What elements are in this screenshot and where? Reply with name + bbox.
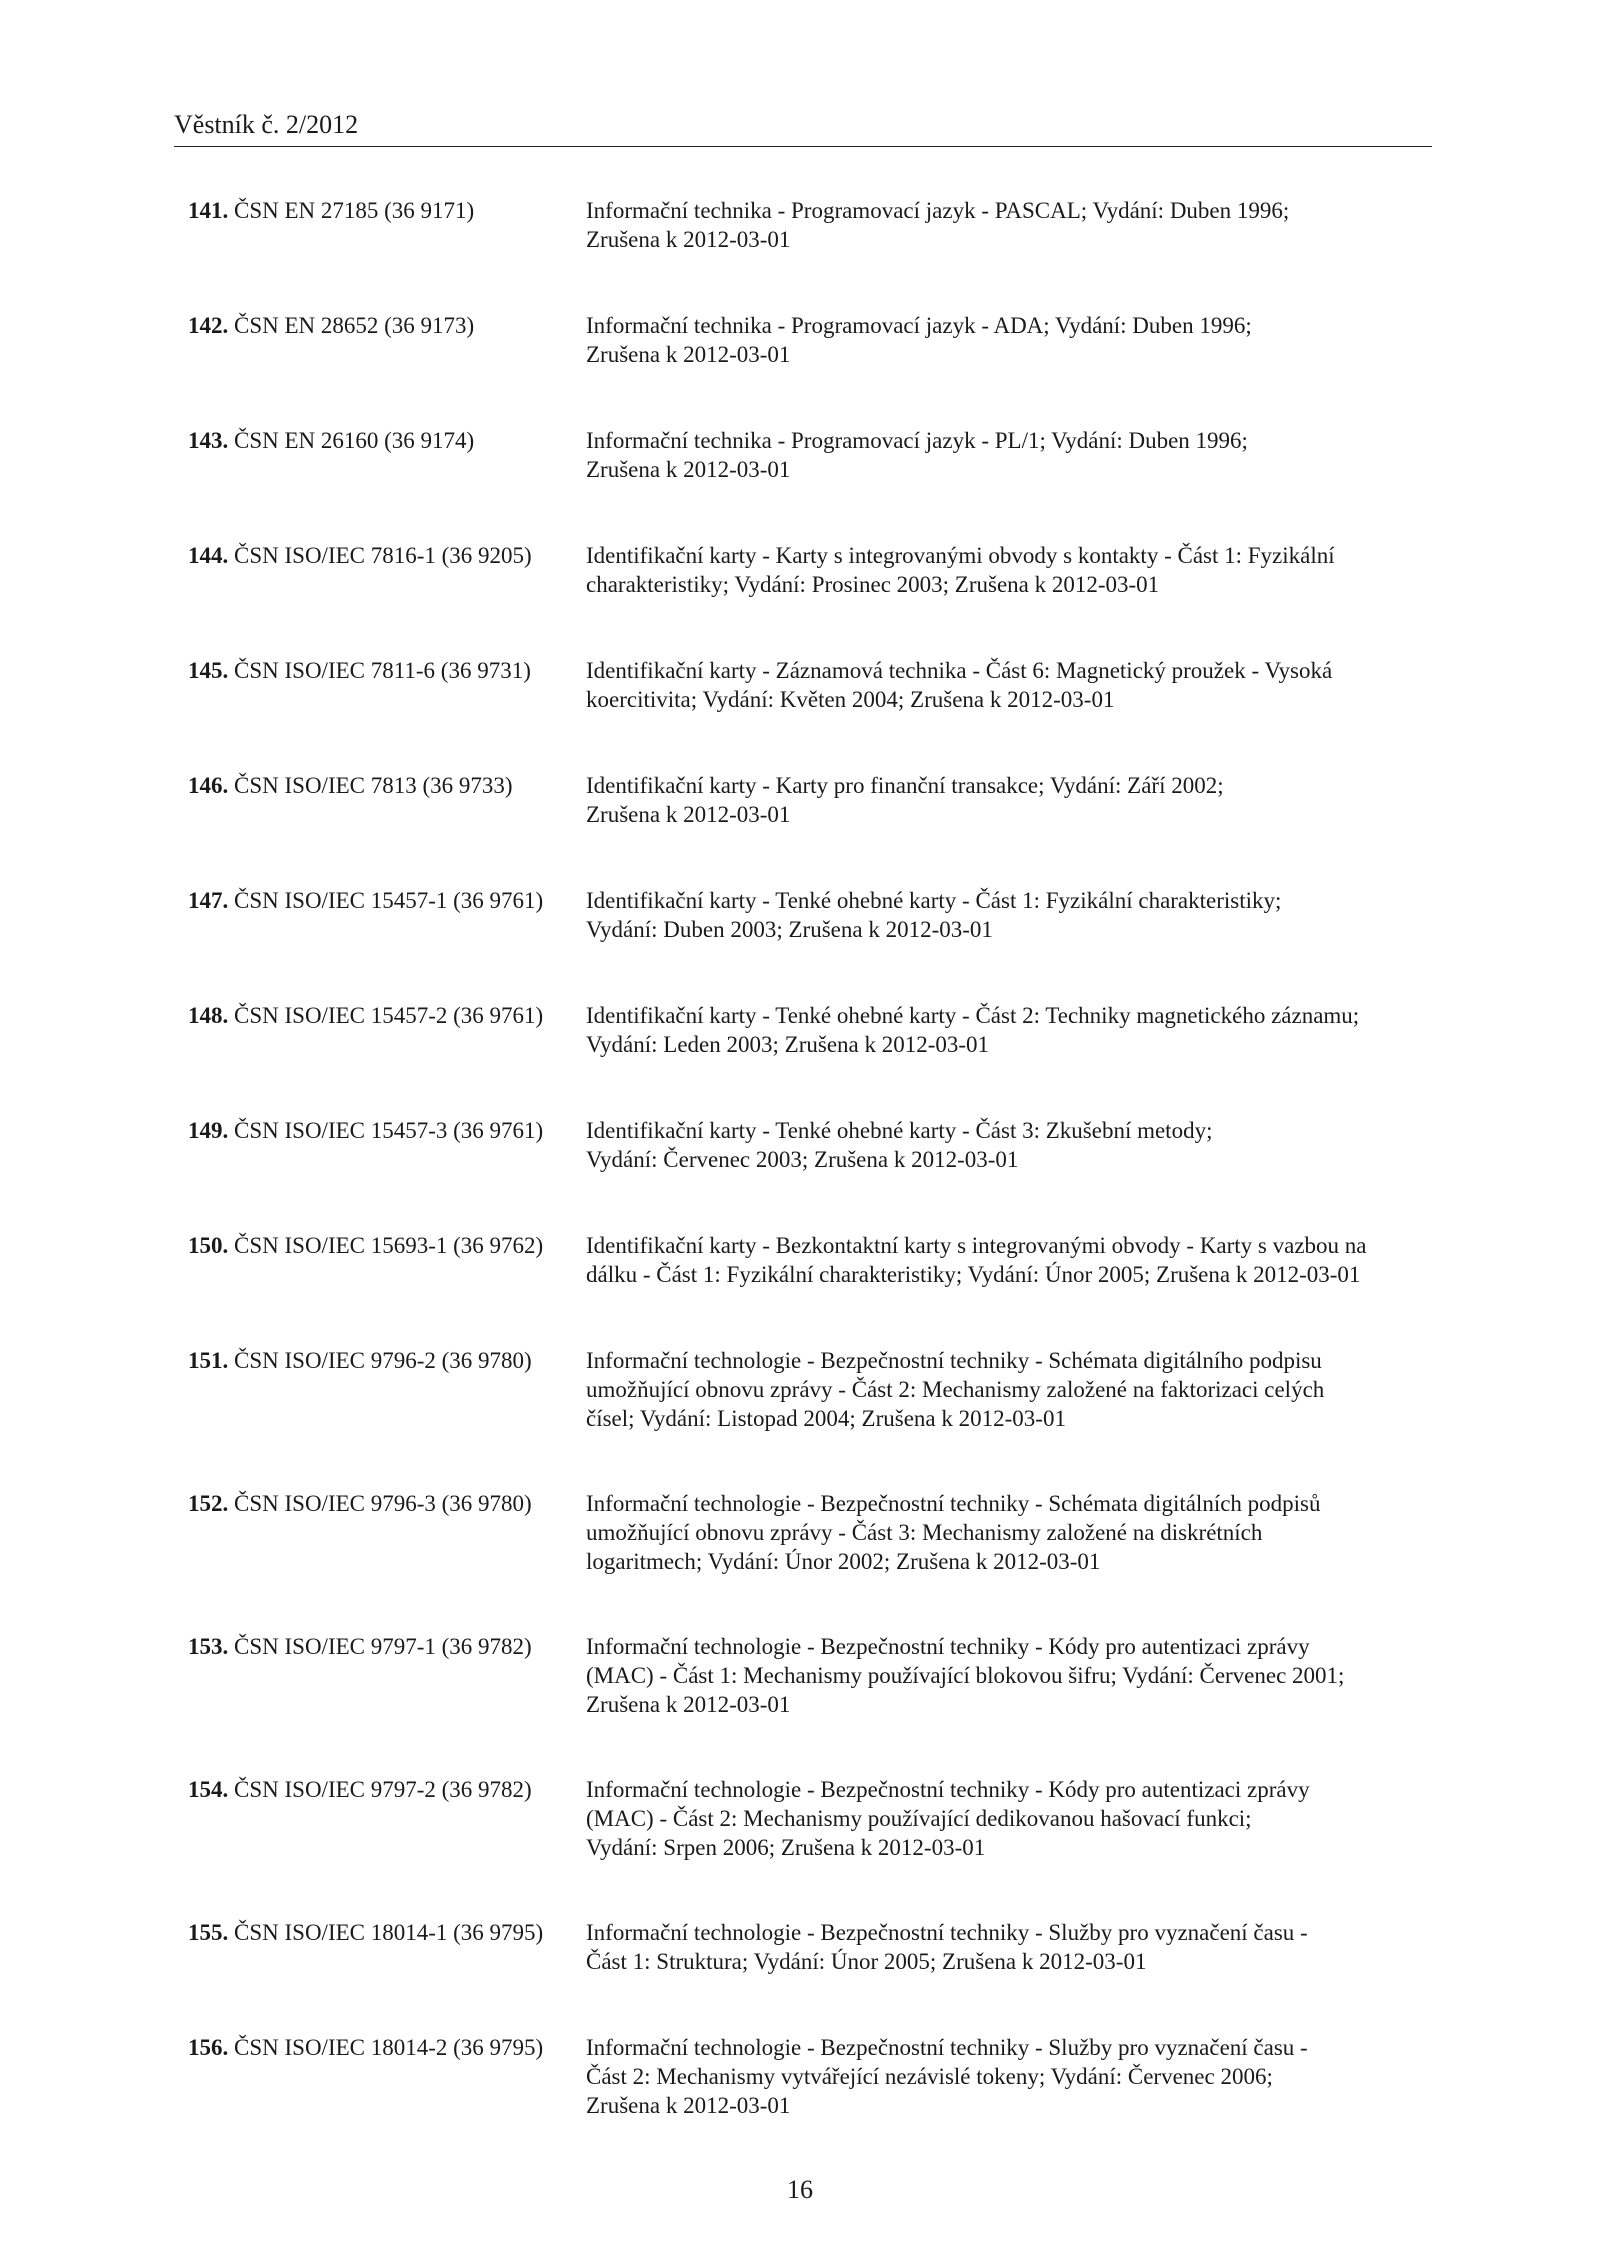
- standard-code: ČSN ISO/IEC 18014-2 (36 9795): [234, 2035, 544, 2060]
- standard-identifier: [188, 771, 586, 800]
- standard-code: ČSN ISO/IEC 7816-1 (36 9205): [234, 543, 532, 568]
- description-line: Zrušena k 2012-03-01: [586, 1692, 791, 1717]
- description-line: umožňující obnovu zprávy - Část 2: Mechanismy založené na faktorizaci celých: [586, 1377, 1325, 1402]
- list-item: [188, 656, 1432, 771]
- entry-number: 149.: [188, 1118, 229, 1143]
- standard-description: [586, 1116, 1432, 1174]
- description-line: Identifikační karty - Tenké ohebné karty - Část 2: Techniky magnetického záznamu;: [586, 1003, 1360, 1028]
- standard-code: ČSN ISO/IEC 7813 (36 9733): [234, 773, 513, 798]
- standard-description: [586, 886, 1432, 944]
- entry-number: 150.: [188, 1233, 229, 1258]
- description-line: (MAC) - Část 2: Mechanismy používající dedikovanou hašovací funkci;: [586, 1806, 1252, 1831]
- standard-identifier: [188, 2033, 586, 2062]
- list-item: [188, 426, 1432, 541]
- description-line: Informační technologie - Bezpečnostní techniky - Schémata digitálních podpisů: [586, 1491, 1321, 1516]
- standard-description: [586, 1346, 1432, 1433]
- standard-description: [586, 1775, 1432, 1862]
- entry-number: 151.: [188, 1348, 229, 1373]
- description-line: Informační technologie - Bezpečnostní techniky - Schémata digitálního podpisu: [586, 1348, 1322, 1373]
- standard-code: ČSN ISO/IEC 9796-3 (36 9780): [234, 1491, 532, 1516]
- standard-identifier: [188, 1632, 586, 1661]
- entry-number: 147.: [188, 888, 229, 913]
- list-item: [188, 1632, 1432, 1775]
- list-item: [188, 1346, 1432, 1489]
- description-line: Informační technika - Programovací jazyk - ADA; Vydání: Duben 1996;: [586, 313, 1252, 338]
- list-item: [188, 1116, 1432, 1231]
- entry-number: 154.: [188, 1777, 229, 1802]
- page-header-title: Věstník č. 2/2012: [174, 110, 359, 139]
- standard-description: [586, 1231, 1432, 1289]
- list-item: [188, 311, 1432, 426]
- list-item: [188, 1775, 1432, 1918]
- entry-number: 148.: [188, 1003, 229, 1028]
- description-line: Identifikační karty - Tenké ohebné karty - Část 1: Fyzikální charakteristiky;: [586, 888, 1282, 913]
- standard-identifier: [188, 1116, 586, 1145]
- standard-description: [586, 771, 1432, 829]
- standard-identifier: [188, 311, 586, 340]
- standard-identifier: [188, 1001, 586, 1030]
- description-line: Identifikační karty - Bezkontaktní karty s integrovanými obvody - Karty s vazbou na: [586, 1233, 1367, 1258]
- standard-identifier: [188, 1489, 586, 1518]
- description-line: Informační technologie - Bezpečnostní techniky - Kódy pro autentizaci zprávy: [586, 1634, 1310, 1659]
- standard-identifier: [188, 426, 586, 455]
- standard-description: [586, 311, 1432, 369]
- description-line: Identifikační karty - Karty pro finanční transakce; Vydání: Září 2002;: [586, 773, 1224, 798]
- description-line: Část 2: Mechanismy vytvářející nezávislé tokeny; Vydání: Červenec 2006;: [586, 2064, 1273, 2089]
- standard-code: ČSN EN 27185 (36 9171): [234, 198, 475, 223]
- description-line: umožňující obnovu zprávy - Část 3: Mechanismy založené na diskrétních: [586, 1520, 1263, 1545]
- standard-description: [586, 1489, 1432, 1576]
- description-line: Identifikační karty - Tenké ohebné karty - Část 3: Zkušební metody;: [586, 1118, 1213, 1143]
- standard-description: [586, 1918, 1432, 1976]
- description-line: logaritmech; Vydání: Únor 2002; Zrušena k 2012-03-01: [586, 1549, 1101, 1574]
- standard-identifier: [188, 1918, 586, 1947]
- entry-number: 152.: [188, 1491, 229, 1516]
- standard-description: [586, 656, 1432, 714]
- list-item: [188, 1001, 1432, 1116]
- standard-code: ČSN EN 26160 (36 9174): [234, 428, 475, 453]
- standard-identifier: [188, 541, 586, 570]
- description-line: Zrušena k 2012-03-01: [586, 342, 791, 367]
- entry-number: 141.: [188, 198, 229, 223]
- list-item: [188, 1489, 1432, 1632]
- description-line: Zrušena k 2012-03-01: [586, 457, 791, 482]
- standard-description: [586, 2033, 1432, 2120]
- standard-identifier: [188, 1775, 586, 1804]
- description-line: Zrušena k 2012-03-01: [586, 2093, 791, 2118]
- description-line: Identifikační karty - Karty s integrovanými obvody s kontakty - Část 1: Fyzikální: [586, 543, 1335, 568]
- description-line: čísel; Vydání: Listopad 2004; Zrušena k 2012-03-01: [586, 1406, 1066, 1431]
- description-line: dálku - Část 1: Fyzikální charakteristiky; Vydání: Únor 2005; Zrušena k 2012-03-01: [586, 1262, 1361, 1287]
- standard-code: ČSN ISO/IEC 15693-1 (36 9762): [234, 1233, 544, 1258]
- description-line: Vydání: Duben 2003; Zrušena k 2012-03-01: [586, 917, 993, 942]
- standard-code: ČSN ISO/IEC 9797-1 (36 9782): [234, 1634, 532, 1659]
- list-item: [188, 771, 1432, 886]
- list-item: [188, 541, 1432, 656]
- standards-list: [188, 196, 1432, 2176]
- entry-number: 144.: [188, 543, 229, 568]
- standard-identifier: [188, 196, 586, 225]
- description-line: Část 1: Struktura; Vydání: Únor 2005; Zrušena k 2012-03-01: [586, 1949, 1147, 1974]
- standard-description: [586, 196, 1432, 254]
- entry-number: 143.: [188, 428, 229, 453]
- header-rule: [174, 146, 1432, 147]
- standard-identifier: [188, 1346, 586, 1375]
- description-line: Zrušena k 2012-03-01: [586, 227, 791, 252]
- description-line: Vydání: Leden 2003; Zrušena k 2012-03-01: [586, 1032, 990, 1057]
- standard-code: ČSN ISO/IEC 9796-2 (36 9780): [234, 1348, 532, 1373]
- standard-identifier: [188, 1231, 586, 1260]
- list-item: [188, 886, 1432, 1001]
- description-line: Informační technologie - Bezpečnostní techniky - Služby pro vyznačení času -: [586, 1920, 1308, 1945]
- description-line: charakteristiky; Vydání: Prosinec 2003; Zrušena k 2012-03-01: [586, 572, 1160, 597]
- standard-code: ČSN ISO/IEC 18014-1 (36 9795): [234, 1920, 544, 1945]
- standard-code: ČSN ISO/IEC 15457-2 (36 9761): [234, 1003, 544, 1028]
- standard-description: [586, 1001, 1432, 1059]
- standard-code: ČSN ISO/IEC 15457-3 (36 9761): [234, 1118, 544, 1143]
- description-line: (MAC) - Část 1: Mechanismy používající blokovou šifru; Vydání: Červenec 2001;: [586, 1663, 1345, 1688]
- standard-code: ČSN ISO/IEC 15457-1 (36 9761): [234, 888, 544, 913]
- entry-number: 142.: [188, 313, 229, 338]
- entry-number: 155.: [188, 1920, 229, 1945]
- description-line: Vydání: Červenec 2003; Zrušena k 2012-03-01: [586, 1147, 1019, 1172]
- entry-number: 153.: [188, 1634, 229, 1659]
- standard-identifier: [188, 656, 586, 685]
- description-line: Identifikační karty - Záznamová technika - Část 6: Magnetický proužek - Vysoká: [586, 658, 1333, 683]
- entry-number: 146.: [188, 773, 229, 798]
- description-line: Informační technika - Programovací jazyk - PL/1; Vydání: Duben 1996;: [586, 428, 1248, 453]
- list-item: [188, 1231, 1432, 1346]
- entry-number: 145.: [188, 658, 229, 683]
- description-line: Informační technika - Programovací jazyk - PASCAL; Vydání: Duben 1996;: [586, 198, 1290, 223]
- description-line: Informační technologie - Bezpečnostní techniky - Kódy pro autentizaci zprávy: [586, 1777, 1310, 1802]
- standard-description: [586, 1632, 1432, 1719]
- entry-number: 156.: [188, 2035, 229, 2060]
- list-item: [188, 196, 1432, 311]
- standard-description: [586, 426, 1432, 484]
- standard-code: ČSN EN 28652 (36 9173): [234, 313, 475, 338]
- standard-description: [586, 541, 1432, 599]
- description-line: koercitivita; Vydání: Květen 2004; Zrušena k 2012-03-01: [586, 687, 1115, 712]
- page-number: 16: [787, 2175, 813, 2204]
- description-line: Zrušena k 2012-03-01: [586, 802, 791, 827]
- list-item: [188, 2033, 1432, 2176]
- standard-code: ČSN ISO/IEC 9797-2 (36 9782): [234, 1777, 532, 1802]
- description-line: Vydání: Srpen 2006; Zrušena k 2012-03-01: [586, 1835, 986, 1860]
- standard-code: ČSN ISO/IEC 7811-6 (36 9731): [234, 658, 531, 683]
- description-line: Informační technologie - Bezpečnostní techniky - Služby pro vyznačení času -: [586, 2035, 1308, 2060]
- list-item: [188, 1918, 1432, 2033]
- standard-identifier: [188, 886, 586, 915]
